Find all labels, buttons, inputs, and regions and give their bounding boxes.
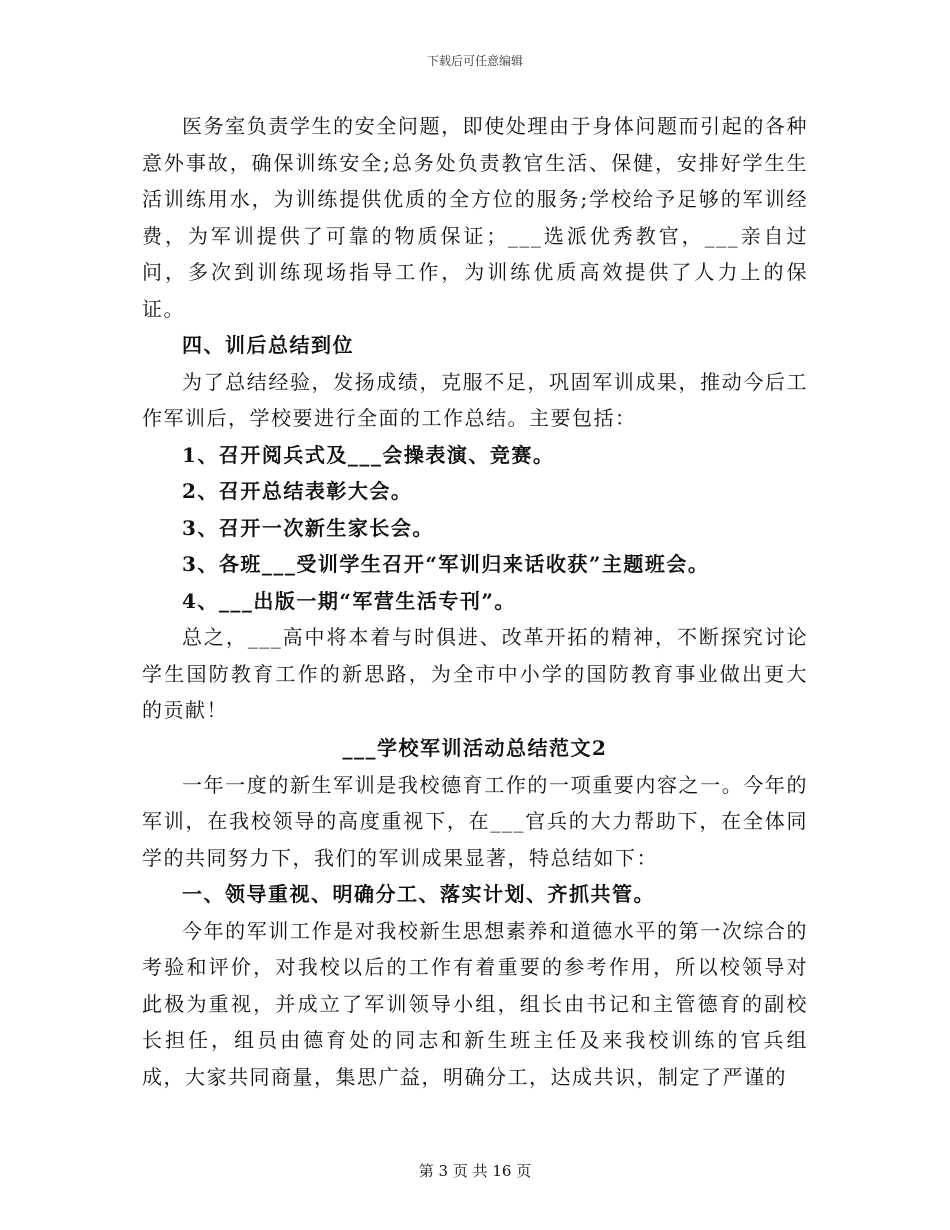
document-body: [142, 108, 808, 1095]
page-footer: 第 3 页 共 16 页: [418, 1162, 532, 1180]
heading-post-training-summary: 四、训后总结到位: [182, 333, 354, 357]
paragraph-training-intro: 一年一度的新生军训是我校德育工作的一项重要内容之一。今年的军训，在我校领导的高度重视下，在___官兵的大力帮助下，在全体同学的共同努力下，我们的军训成果显著，特总结如下：: [142, 772, 808, 870]
paragraph-summary-intro: 为了总结经验，发扬成绩，克服不足，巩固军训成果，推动今后工作军训后，学校要进行全面的工作总结。主要包括：: [142, 369, 808, 430]
list-item-parade: 1、召开阅兵式及___会操表演、竞赛。: [182, 442, 555, 467]
section-title-sample-2: ___学校军训活动总结范文2: [342, 735, 608, 760]
paragraph-leadership-detail: 今年的军训工作是对我校新生思想素养和道德水平的第一次综合的考验和评价，对我校以后的工作有着重要的参考作用，所以校领导对此极为重视，并成立了军训领导小组，组长由书记和主管德育的副校长担任，组员由德育处的同志和新生班主任及来我校训练的官兵组成，大家共同商量，集思广益，明确分工，达成共识，制定了严谨的: [142, 918, 808, 1089]
list-item-class-meeting: 3、各班___受训学生召开“军训归来话收获”主题班会。: [182, 552, 710, 576]
list-item-publication: 4、___出版一期“军营生活专刊”。: [182, 588, 516, 613]
list-item-parents-meeting: 3、召开一次新生家长会。: [182, 515, 434, 540]
heading-leadership: 一、领导重视、明确分工、落实计划、齐抓共管。: [182, 882, 655, 906]
paragraph-conclusion: 总之，___高中将本着与时俱进、改革开拓的精神，不断探究讨论学生国防教育工作的新思路，为全市中小学的国防教育事业做出更大的贡献！: [142, 625, 808, 722]
page-header: 下载后可任意编辑: [426, 54, 523, 68]
list-item-commendation: 2、召开总结表彰大会。: [182, 479, 413, 503]
paragraph-medical-logistics: 医务室负责学生的安全问题，即使处理由于身体问题而引起的各种意外事故，确保训练安全;总务处负责教官生活、保健，安排好学生生活训练用水，为训练提供优质的全方位的服务;学校给予足够的军训经费，为军训提供了可靠的物质保证；___选派优秀教官，___亲自过问，多次到训练现场指导工作，为训练优质高效提供了人力上的保证。: [142, 114, 808, 321]
